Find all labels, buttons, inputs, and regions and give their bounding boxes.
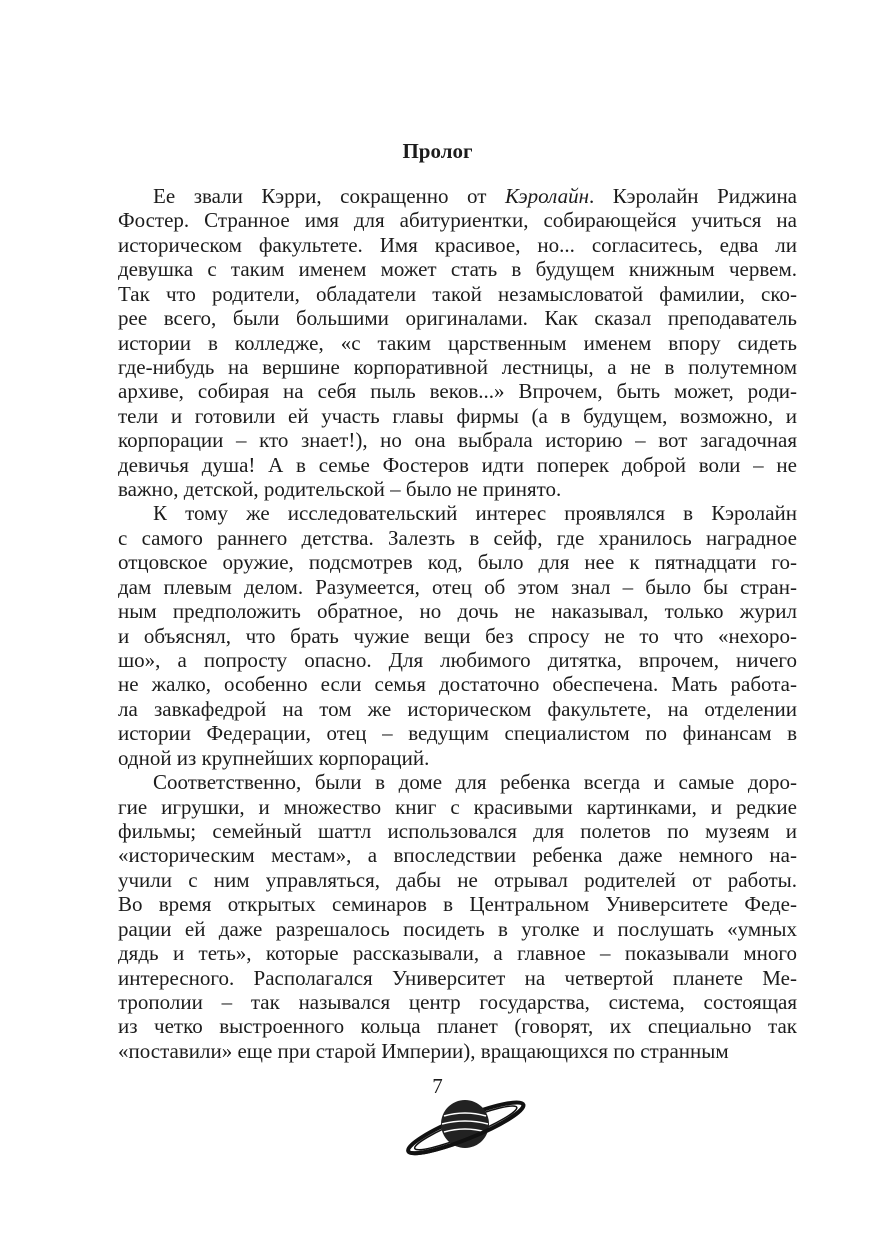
text-line: «историческим местам», а впоследствии ребенка даже немного на- [118,843,797,868]
text-line: и объяснял, что брать чужие вещи без спросу не то что «нехоро- [118,623,797,648]
text-line: из четко выстроенного кольца планет (говорят, их специально так [118,1014,797,1039]
text-line: ным предположить обратное, но дочь не наказывал, только журил [118,599,797,624]
text-line: где-нибудь на вершине корпоративной лестницы, а не в полутемном [118,354,797,379]
text-line: девушка с таким именем может стать в будущем книжным червем. [118,257,797,282]
text-line: Фостер. Странное имя для абитуриентки, собирающейся учиться на [118,208,797,233]
text-line: рации ей даже разрешалось посидеть в уголке и послушать «умных [118,916,797,941]
text-line: важно, детской, родительской – было не принято. [118,477,562,502]
body-text [118,184,797,1063]
text-line: отцовское оружие, подсмотрев код, было для нее к пятнадцати го- [118,550,797,575]
text-line: архиве, собирая на себя пыль веков...» Впрочем, быть может, роди- [118,379,797,404]
text-line: истории Федерации, отец – ведущим специалистом по финансам в [118,721,797,746]
text-line: не жалко, особенно если семья достаточно обеспечена. Мать работа- [118,672,797,697]
text-line: К тому же исследовательский интерес проявлялся в Кэролайн [153,501,797,526]
page-number: 7 [432,1074,443,1098]
text-line: трополии – так назывался центр государства, система, состоящая [118,989,797,1014]
text-line: Соответственно, были в доме для ребенка всегда и самые доро- [153,770,797,795]
text-line: Во время открытых семинаров в Центральном Университете Феде- [118,892,797,917]
text-line: историческом факультете. Имя красивое, но... согласитесь, едва ли [118,232,797,257]
text-line: одной из крупнейших корпораций. [118,745,430,770]
text-line: «поставили» еще при старой Империи), вращающихся по странным [118,1038,729,1063]
text-line: девичья душа! А в семье Фостеров идти поперек доброй воли – не [118,452,797,477]
text-line: ла завкафедрой на том же историческом факультете, на отделении [118,696,797,721]
chapter-title: Пролог [402,139,473,163]
text-line: с самого раннего детства. Залезть в сейф, где хранилось наградное [118,525,797,550]
text-line: дам плевым делом. Разумеется, отец об этом знал – было бы стран- [118,574,797,599]
planet-icon [402,1092,528,1156]
text-line: гие игрушки, и множество книг с красивыми картинками, и редкие [118,794,797,819]
text-line: фильмы; семейный шаттл использовался для полетов по музеям и [118,818,797,843]
text-line: Так что родители, обладатели такой незамысловатой фамилии, ско- [118,281,797,306]
text-line: интересного. Располагался Университет на четвертой планете Ме- [118,965,797,990]
text-line: дядь и теть», которые рассказывали, а главное – показывали много [118,941,797,966]
text-line [118,184,797,208]
text-segment: Ее звали Кэрри, сокращенно от [153,184,505,208]
text-line: шо», а попросту опасно. Для любимого дитятка, впрочем, ничего [118,648,797,673]
italic-name: Кэролайн [505,184,589,208]
text-line: истории в колледже, «с таким царственным именем впору сидеть [118,330,797,355]
text-line: учили с ним управляться, дабы не отрывал родителей от работы. [118,867,797,892]
text-line: тели и готовили ей участь главы фирмы (а в будущем, возможно, и [118,403,797,428]
text-line: корпорации – кто знает!), но она выбрала историю – вот загадочная [118,428,797,453]
text-line: рее всего, были большими оригиналами. Как сказал преподаватель [118,306,797,331]
text-segment: . Кэролайн Риджина [589,184,798,208]
